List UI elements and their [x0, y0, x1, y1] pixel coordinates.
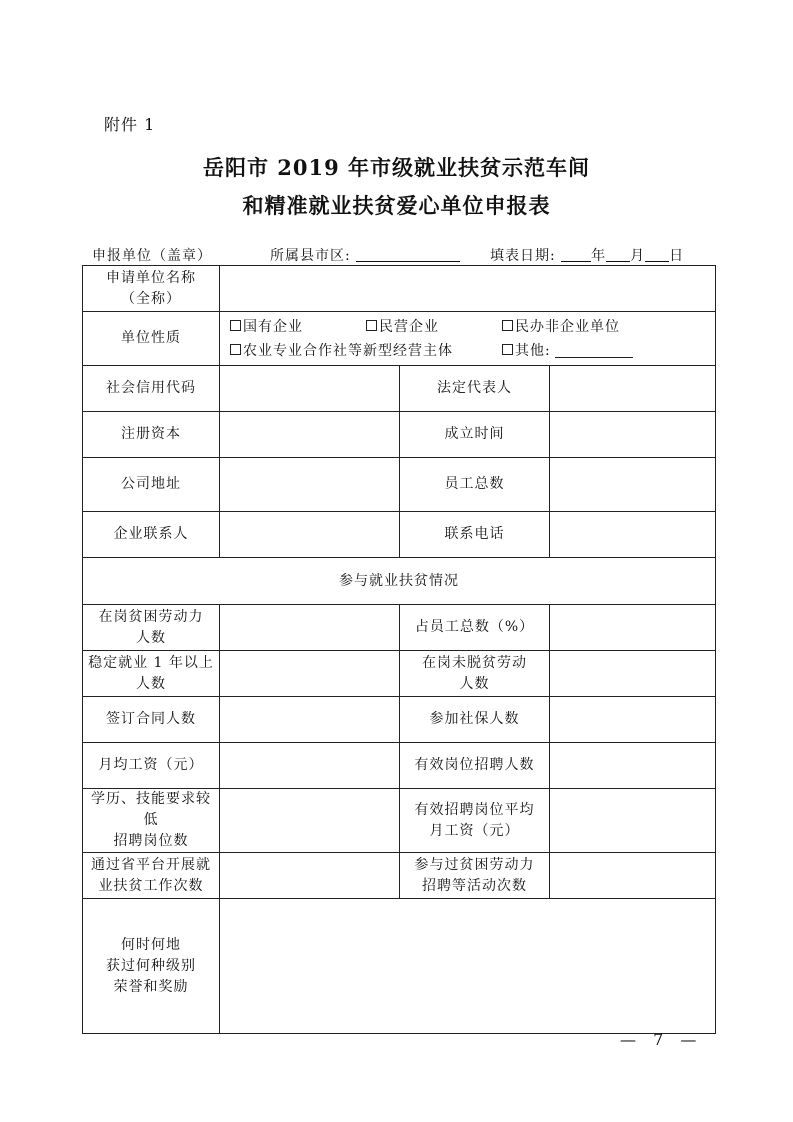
effective-hires-input[interactable]: [550, 743, 716, 789]
not-out-of-poverty-input[interactable]: [550, 651, 716, 697]
option-cooperative[interactable]: 农业专业合作社等新型经营主体: [230, 339, 502, 363]
credit-code-label: 社会信用代码: [83, 366, 220, 412]
option-state-owned[interactable]: 国有企业: [230, 315, 366, 339]
avg-wage-input[interactable]: [550, 789, 716, 853]
avg-wage-label: 有效招聘岗位平均 月工资（元）: [400, 789, 550, 853]
checkbox-icon[interactable]: [230, 344, 241, 355]
legal-rep-label: 法定代表人: [400, 366, 550, 412]
address-input[interactable]: [220, 458, 400, 512]
contract-row: [83, 697, 716, 743]
page-number: — 7 —: [620, 1030, 703, 1049]
year-input-line[interactable]: [561, 247, 591, 262]
stable-employment-label: 稳定就业 1 年以上 人数: [83, 651, 220, 697]
effective-hires-label: 有效岗位招聘人数: [400, 743, 550, 789]
unit-nature-row: [83, 312, 716, 366]
monthly-wage-label: 月均工资（元）: [83, 743, 220, 789]
county-field: [270, 245, 460, 265]
option-non-enterprise[interactable]: 民办非企业单位: [502, 315, 620, 339]
stable-employment-input[interactable]: [220, 651, 400, 697]
poor-labor-input[interactable]: [220, 605, 400, 651]
established-input[interactable]: [550, 412, 716, 458]
other-input-line[interactable]: [555, 343, 633, 358]
recruit-events-label: 参与过贫困劳动力 招聘等活动次数: [400, 853, 550, 899]
not-out-of-poverty-label: 在岗未脱贫劳动 人数: [400, 651, 550, 697]
low-requirement-label: 学历、技能要求较低 招聘岗位数: [83, 789, 220, 853]
section-row: [83, 558, 716, 605]
form-title-line1: 岳阳市 2019 年市级就业扶贫示范车间: [202, 155, 591, 180]
legal-rep-input[interactable]: [550, 366, 716, 412]
insurance-input[interactable]: [550, 697, 716, 743]
low-req-row: [83, 789, 716, 853]
poor-labor-row: [83, 605, 716, 651]
county-input-line[interactable]: [356, 247, 460, 262]
option-private[interactable]: 民营企业: [366, 315, 502, 339]
address-label: 公司地址: [83, 458, 220, 512]
unit-name-label: 申请单位名称 （全称）: [83, 266, 220, 312]
employee-pct-input[interactable]: [550, 605, 716, 651]
form-title-line2: 和精准就业扶贫爱心单位申报表: [242, 193, 551, 218]
application-form-table: [82, 265, 716, 1034]
applicant-unit-label: 申报单位（盖章）: [92, 248, 212, 264]
month-input-line[interactable]: [606, 247, 630, 262]
date-field: [490, 245, 684, 265]
poor-labor-label: 在岗贫困劳动力 人数: [83, 605, 220, 651]
contact-person-input[interactable]: [220, 512, 400, 558]
honors-label: 何时何地 获过何种级别 荣誉和奖励: [83, 899, 220, 1034]
wage-row: [83, 743, 716, 789]
credit-code-input[interactable]: [220, 366, 400, 412]
monthly-wage-input[interactable]: [220, 743, 400, 789]
registered-capital-input[interactable]: [220, 412, 400, 458]
platform-work-label: 通过省平台开展就 业扶贫工作次数: [83, 853, 220, 899]
year-label: 年: [591, 248, 607, 264]
option-other[interactable]: 其他:: [502, 339, 633, 363]
recruit-events-input[interactable]: [550, 853, 716, 899]
stable-row: [83, 651, 716, 697]
insurance-label: 参加社保人数: [400, 697, 550, 743]
registered-capital-label: 注册资本: [83, 412, 220, 458]
phone-input[interactable]: [550, 512, 716, 558]
total-employees-label: 员工总数: [400, 458, 550, 512]
honors-input[interactable]: [220, 899, 716, 1034]
unit-name-row: [83, 266, 716, 312]
county-label: 所属县市区:: [270, 248, 351, 264]
platform-work-input[interactable]: [220, 853, 400, 899]
day-label: 日: [669, 248, 685, 264]
employee-pct-label: 占员工总数（%）: [400, 605, 550, 651]
unit-nature-label: 单位性质: [83, 312, 220, 366]
attachment-label: 附件 1: [104, 115, 156, 134]
checkbox-icon[interactable]: [502, 320, 513, 331]
contract-label: 签订合同人数: [83, 697, 220, 743]
contact-row: [83, 512, 716, 558]
phone-label: 联系电话: [400, 512, 550, 558]
credit-row: [83, 366, 716, 412]
date-label: 填表日期:: [490, 248, 556, 264]
total-employees-input[interactable]: [550, 458, 716, 512]
capital-row: [83, 412, 716, 458]
contract-input[interactable]: [220, 697, 400, 743]
address-row: [83, 458, 716, 512]
checkbox-icon[interactable]: [230, 320, 241, 331]
low-requirement-input[interactable]: [220, 789, 400, 853]
unit-nature-options: [220, 312, 716, 366]
day-input-line[interactable]: [645, 247, 669, 262]
unit-name-input[interactable]: [220, 266, 716, 312]
honors-row: [83, 899, 716, 1034]
contact-person-label: 企业联系人: [83, 512, 220, 558]
established-label: 成立时间: [400, 412, 550, 458]
checkbox-icon[interactable]: [502, 344, 513, 355]
platform-row: [83, 853, 716, 899]
checkbox-icon[interactable]: [366, 320, 377, 331]
month-label: 月: [630, 248, 646, 264]
section-title: 参与就业扶贫情况: [83, 558, 716, 605]
